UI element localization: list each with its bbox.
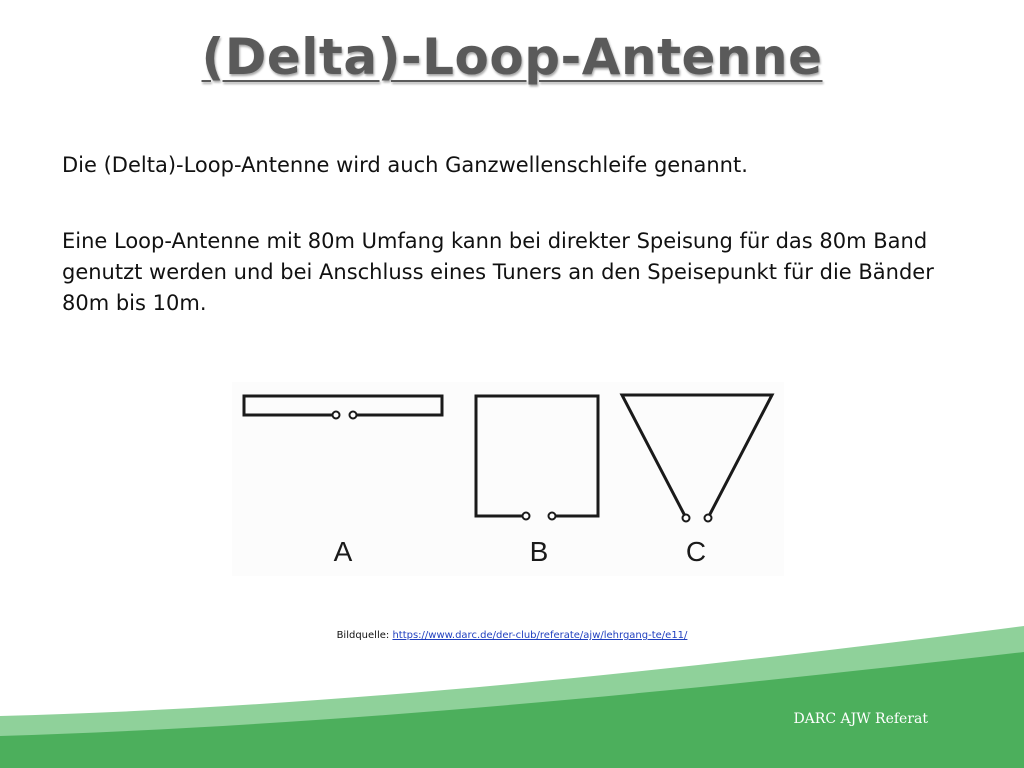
image-source-link[interactable]: https://www.darc.de/der-club/referate/ajw/lehrgang-te/e11/ bbox=[392, 630, 688, 641]
image-source-label: Bildquelle: bbox=[336, 630, 390, 641]
footer-text: DARC AJW Referat bbox=[793, 711, 928, 727]
antenna-c-feedpoint-left bbox=[683, 515, 690, 522]
antenna-b-feedpoint-left bbox=[523, 513, 530, 520]
intro-paragraph: Die (Delta)-Loop-Antenne wird auch Ganzwellenschleife genannt. bbox=[62, 153, 748, 177]
antenna-c-label: C bbox=[685, 536, 707, 567]
antenna-a-label: A bbox=[333, 536, 353, 567]
antenna-b-label: B bbox=[529, 536, 549, 567]
antenna-b-feedpoint-right bbox=[549, 513, 556, 520]
antenna-a-feedpoint-right bbox=[350, 412, 357, 419]
antenna-a-feedpoint-left bbox=[333, 412, 340, 419]
body-paragraph: Eine Loop-Antenne mit 80m Umfang kann bei direkter Speisung für das 80m Band genutzt werden und bei Anschluss eines Tuners an den Speisepunkt für die Bänder 80m bis 10m. bbox=[62, 229, 934, 315]
slide-title: (Delta)-Loop-Antenne bbox=[201, 28, 823, 86]
antenna-b-shape bbox=[476, 396, 598, 516]
antenna-diagram bbox=[232, 382, 784, 576]
image-source bbox=[0, 630, 1024, 641]
footer-wave-decoration bbox=[0, 600, 1024, 768]
antenna-a-shape bbox=[244, 396, 442, 415]
antenna-c-feedpoint-right bbox=[705, 515, 712, 522]
footer-wave-dark bbox=[0, 652, 1024, 768]
antenna-c-shape bbox=[622, 395, 772, 516]
antenna-diagram-svg bbox=[232, 382, 784, 576]
